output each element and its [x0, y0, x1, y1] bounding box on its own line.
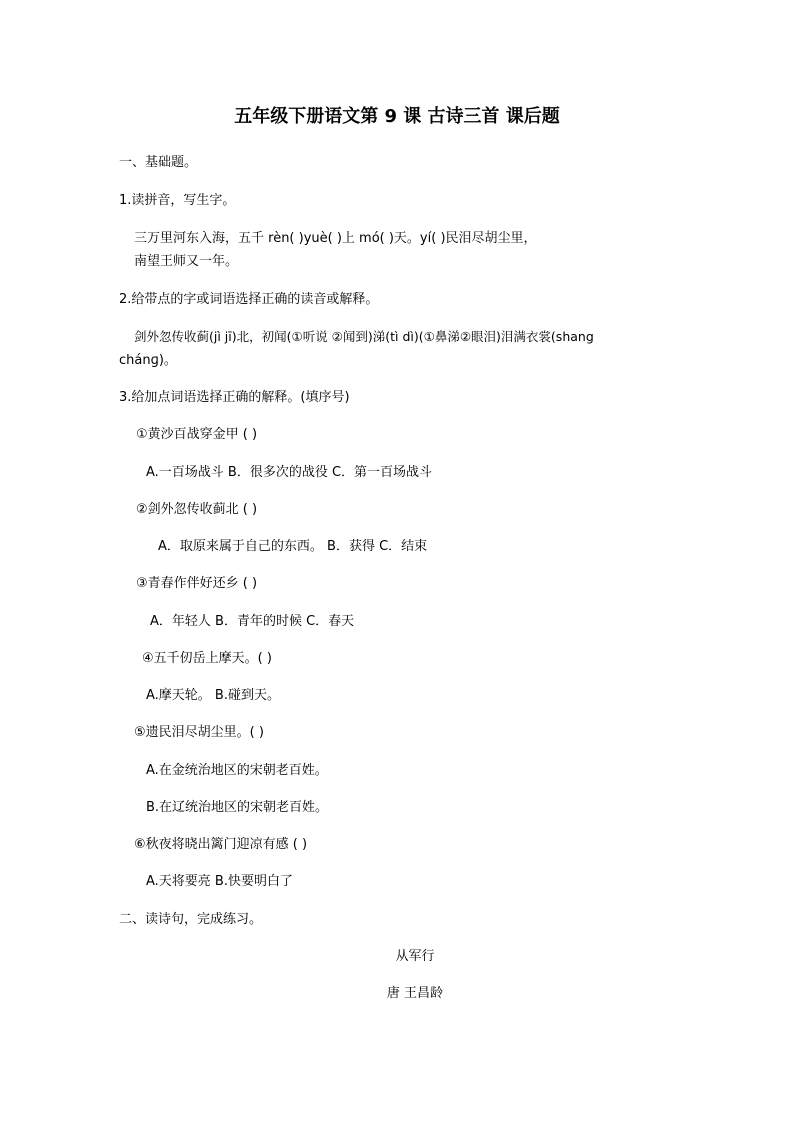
- q3-item-5-option-a: A.在金统治地区的宋朝老百姓。: [146, 763, 328, 778]
- q3-item-2-options: A．取原来属于自己的东西。 B．获得 C．结束: [158, 539, 428, 554]
- q3-item-3-options: A．年轻人 B．青年的时候 C．春天: [150, 614, 355, 629]
- q3-prompt: 3.给加点词语选择正确的解释。(填序号): [119, 390, 350, 405]
- q3-item-5-option-b: B.在辽统治地区的宋朝老百姓。: [146, 800, 329, 815]
- q2-line-2: chánɡ)。: [119, 353, 177, 368]
- q3-item-4-question: ④五千仞岳上摩天。( ): [142, 651, 272, 666]
- poem-title: 从军行: [395, 949, 435, 964]
- q1-line-1: 三万里河东入海，五千 rèn( )yuè( )上 mó( )天。yí( )民泪尽胡尘里，: [134, 231, 537, 246]
- q3-item-1-question: ①黄沙百战穿金甲 ( ): [136, 427, 258, 442]
- q3-item-4-options: A.摩天轮。 B.碰到天。: [146, 688, 280, 703]
- q2-line-1: 剑外忽传收蓟(jì jī)北，初闻(①听说 ②闻到)涕(tì dì)(①鼻涕②眼泪)泪满衣裳(shang: [134, 329, 594, 344]
- q3-item-6-question: ⑥秋夜将晓出篱门迎凉有感 ( ): [134, 837, 308, 852]
- section-1-heading: 一、基础题。: [119, 155, 198, 170]
- q3-item-1-options: A.一百场战斗 B．很多次的战役 C．第一百场战斗: [146, 465, 433, 480]
- poem-author: 唐 王昌龄: [386, 986, 444, 1001]
- section-2-heading: 二、读诗句，完成练习。: [119, 912, 263, 927]
- q1-prompt: 1.读拼音，写生字。: [119, 193, 236, 208]
- q3-item-3-question: ③青春作伴好还乡 ( ): [136, 576, 258, 591]
- q3-item-2-question: ②剑外忽传收蓟北 ( ): [136, 502, 258, 517]
- q3-item-6-options: A.天将要亮 B.快要明白了: [146, 874, 293, 889]
- q1-line-2: 南望王师又一年。: [134, 254, 239, 269]
- q3-item-5-question: ⑤遗民泪尽胡尘里。( ): [134, 725, 264, 740]
- page-title: 五年级下册语文第 9 课 古诗三首 课后题: [234, 106, 560, 127]
- q2-prompt: 2.给带点的字或词语选择正确的读音或解释。: [119, 292, 379, 307]
